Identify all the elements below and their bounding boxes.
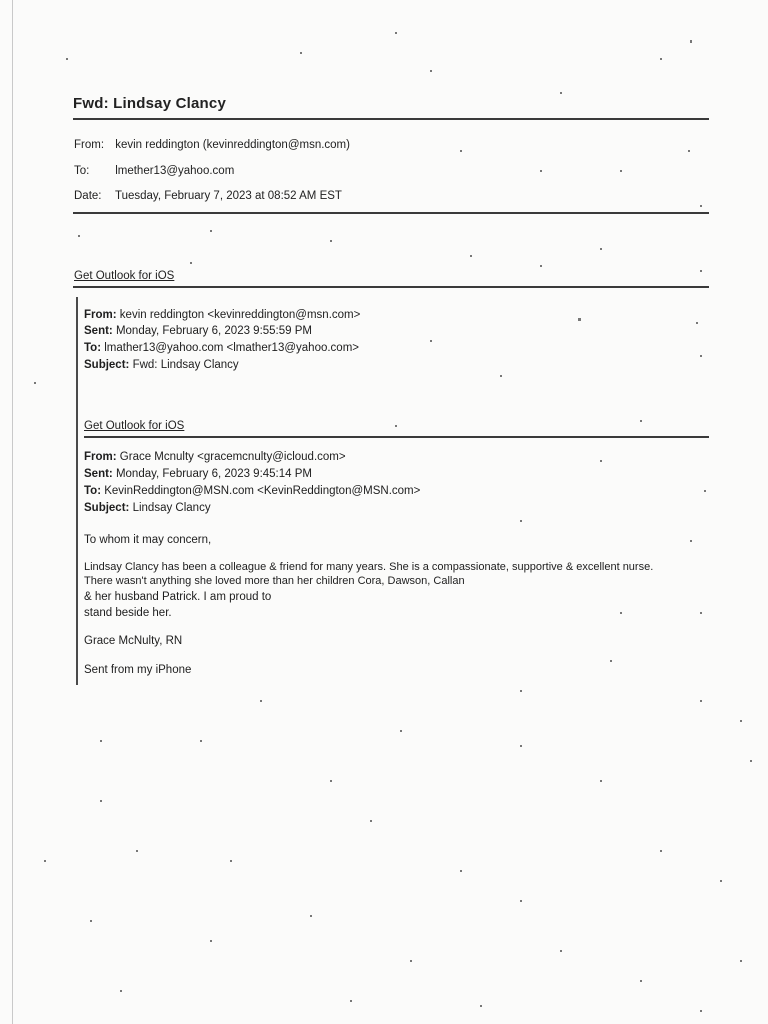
- get-outlook-link-1[interactable]: Get Outlook for iOS: [74, 270, 175, 282]
- forward2-subject-label: Subject:: [84, 502, 130, 514]
- header-to-label: To:: [74, 165, 90, 177]
- forward2-sent: [84, 468, 312, 480]
- header-date-value: Tuesday, February 7, 2023 at 08:52 AM EST: [115, 190, 342, 202]
- forward2-to: [84, 485, 420, 497]
- email-subject-title: Fwd: Lindsay Clancy: [73, 95, 226, 112]
- forward2-sent-value: Monday, February 6, 2023 9:45:14 PM: [115, 468, 312, 480]
- forward1-divider: [73, 286, 709, 288]
- message-line-2: There wasn't anything she loved more than her children Cora, Dawson, Callan: [84, 575, 465, 587]
- forward1-sent-label: Sent:: [84, 325, 113, 337]
- forward1-from-value: kevin reddington <kevinreddington@msn.com>: [119, 309, 361, 321]
- header-from-row: [74, 139, 350, 151]
- forward1-sent-value: Monday, February 6, 2023 9:55:59 PM: [115, 325, 312, 337]
- header-date-label: Date:: [74, 190, 102, 202]
- header-divider: [73, 212, 709, 214]
- message-line-3: & her husband Patrick. I am proud to: [84, 591, 272, 603]
- header-from-value: kevin reddington (kevinreddington@msn.com): [115, 139, 350, 151]
- forward2-subject-value: Lindsay Clancy: [132, 502, 211, 514]
- forward2-from-value: Grace Mcnulty <gracemcnulty@icloud.com>: [119, 451, 346, 463]
- message-line-1: Lindsay Clancy has been a colleague & friend for many years. She is a compassionate, supportive & excellent nurse.: [84, 561, 654, 573]
- forward2-to-value: KevinReddington@MSN.com <KevinReddington@MSN.com>: [104, 485, 421, 497]
- header-to-value: lmether13@yahoo.com: [115, 165, 235, 177]
- forward1-subject-value: Fwd: Lindsay Clancy: [132, 359, 239, 371]
- header-date-row: [74, 190, 342, 202]
- forward1-subject: [84, 359, 239, 371]
- header-from-label: From:: [74, 139, 105, 151]
- message-line-4: stand beside her.: [84, 607, 172, 619]
- message-sent-from: Sent from my iPhone: [84, 664, 192, 676]
- scan-edge: [12, 0, 13, 1024]
- title-divider: [73, 118, 709, 120]
- forward1-to: [84, 342, 359, 354]
- forward1-subject-label: Subject:: [84, 359, 130, 371]
- forward1-to-label: To:: [84, 342, 102, 354]
- forward2-divider: [84, 436, 709, 438]
- forward1-from-label: From:: [84, 309, 117, 321]
- forward2-from: [84, 451, 346, 463]
- message-greeting: To whom it may concern,: [84, 534, 212, 546]
- quote-bar: [76, 297, 78, 685]
- get-outlook-link-2[interactable]: Get Outlook for iOS: [84, 420, 185, 432]
- forward2-subject: [84, 502, 211, 514]
- forward1-from: [84, 309, 360, 321]
- forward1-sent: [84, 325, 312, 337]
- message-signature: Grace McNulty, RN: [84, 635, 183, 647]
- forward2-sent-label: Sent:: [84, 468, 113, 480]
- forward2-to-label: To:: [84, 485, 102, 497]
- forward1-to-value: lmather13@yahoo.com <lmather13@yahoo.com>: [104, 342, 359, 354]
- header-to-row: [74, 165, 234, 177]
- forward2-from-label: From:: [84, 451, 117, 463]
